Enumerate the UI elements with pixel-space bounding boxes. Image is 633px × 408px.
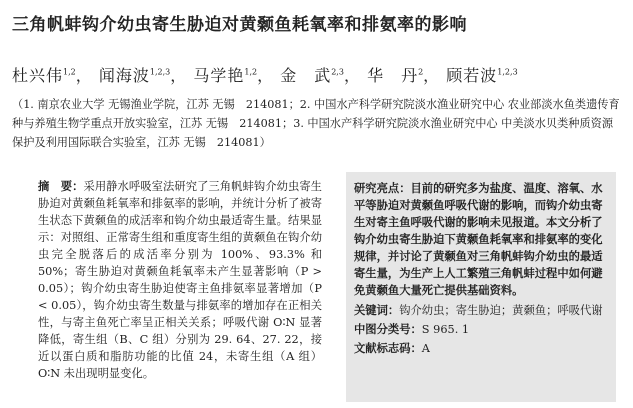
author-name: 顾若波 <box>446 66 498 85</box>
author-separator: ， <box>170 66 188 85</box>
author-affiliation-mark: 1,2 <box>63 67 76 77</box>
author-name: 华 丹 <box>367 66 419 85</box>
author-name: 金 武 <box>280 66 332 85</box>
abstract-label: 摘 要： <box>38 180 84 193</box>
document-code <box>354 340 608 357</box>
author-list <box>12 63 622 86</box>
abstract-text: 采用静水呼吸室法研究了三角帆蚌钩介幼虫寄生胁迫对黄颡鱼耗氧率和排氨率的影响，并统计分析了被寄生状态下黄颡鱼的成活率和钩介幼虫最适寄生量。结果显示：对照组、正常寄生组和重度寄生组的黄颡鱼在钩介幼虫完全脱落后的成活率分别为 100%、93.3% 和 50%；寄生胁迫对黄颡鱼耗氧率未产生显著影响（P > 0.05）；钩介幼虫寄生胁迫使寄主鱼排氨率显著增加（P < 0.05），钩介幼虫寄生数量与排氨率的增加存在正相关性，与寄主鱼死亡率呈正相关关系；呼吸代谢 O∶N 显著降低，寄生组（B、C 组）分别为 29. 64、27. 22，接近以蛋白质和脂肪功能的比值 24，未寄生组（A 组）O∶N 未出现明显变化。 <box>38 180 322 380</box>
author-name: 杜兴伟 <box>12 66 64 85</box>
doc-code-value: A <box>421 342 430 355</box>
keywords-text: 钩介幼虫；寄生胁迫；黄颡鱼；呼吸代谢 <box>399 304 603 317</box>
author-name: 闻海波 <box>98 66 150 85</box>
clc-value: S 965. 1 <box>421 323 470 336</box>
author-name: 马学艳 <box>193 66 245 85</box>
doc-code-label: 文献标志码： <box>354 342 422 355</box>
paper-title: 三角帆蚌钩介幼虫寄生胁迫对黄颡鱼耗氧率和排氨率的影响 <box>12 15 467 35</box>
author-affiliation-mark: 2 <box>418 67 424 77</box>
author-separator: ， <box>257 66 275 85</box>
highlights-box <box>346 172 616 402</box>
highlights-label: 研究亮点： <box>354 182 411 195</box>
author-separator: ， <box>75 66 93 85</box>
author-affiliation-mark: 1,2,3 <box>497 67 518 77</box>
author-affiliation-mark: 2,3 <box>331 67 344 77</box>
clc-number <box>354 321 608 338</box>
highlights <box>354 180 608 299</box>
clc-label: 中图分类号： <box>354 323 422 336</box>
affiliations: （1. 南京农业大学 无锡渔业学院，江苏 无锡 214081；2. 中国水产科学研究院淡水渔业研究中心 农业部淡水鱼类遗传育种与养殖生物学重点开放实验室，江苏 无锡 214081；3. 中国水产科学研究院淡水渔业研究中心 中美淡水贝类种质资源保护及利用国际联合实验室，江苏 无锡 214081） <box>12 98 620 149</box>
author-separator: ， <box>343 66 361 85</box>
highlights-text: 目前的研究多为盐度、温度、溶氧、水平等胁迫对黄颡鱼呼吸代谢的影响，而钩介幼虫寄生对寄主鱼呼吸代谢的影响未见报道。本文分析了钩介幼虫寄生胁迫下黄颡鱼耗氧率和排氨率的变化规律，并讨论了黄颡鱼对三角帆蚌钩介幼虫的最适寄生量，为生产上人工繁殖三角帆蚌过程中如何避免黄颡鱼大量死亡提供基础资料。 <box>354 181 603 297</box>
abstract <box>38 178 322 382</box>
keywords-label: 关键词： <box>354 304 400 317</box>
author-affiliation-mark: 1,2 <box>244 67 258 77</box>
author-separator: ， <box>423 66 441 85</box>
keywords <box>354 302 608 319</box>
author-affiliation-mark: 1,2,3 <box>149 67 171 77</box>
